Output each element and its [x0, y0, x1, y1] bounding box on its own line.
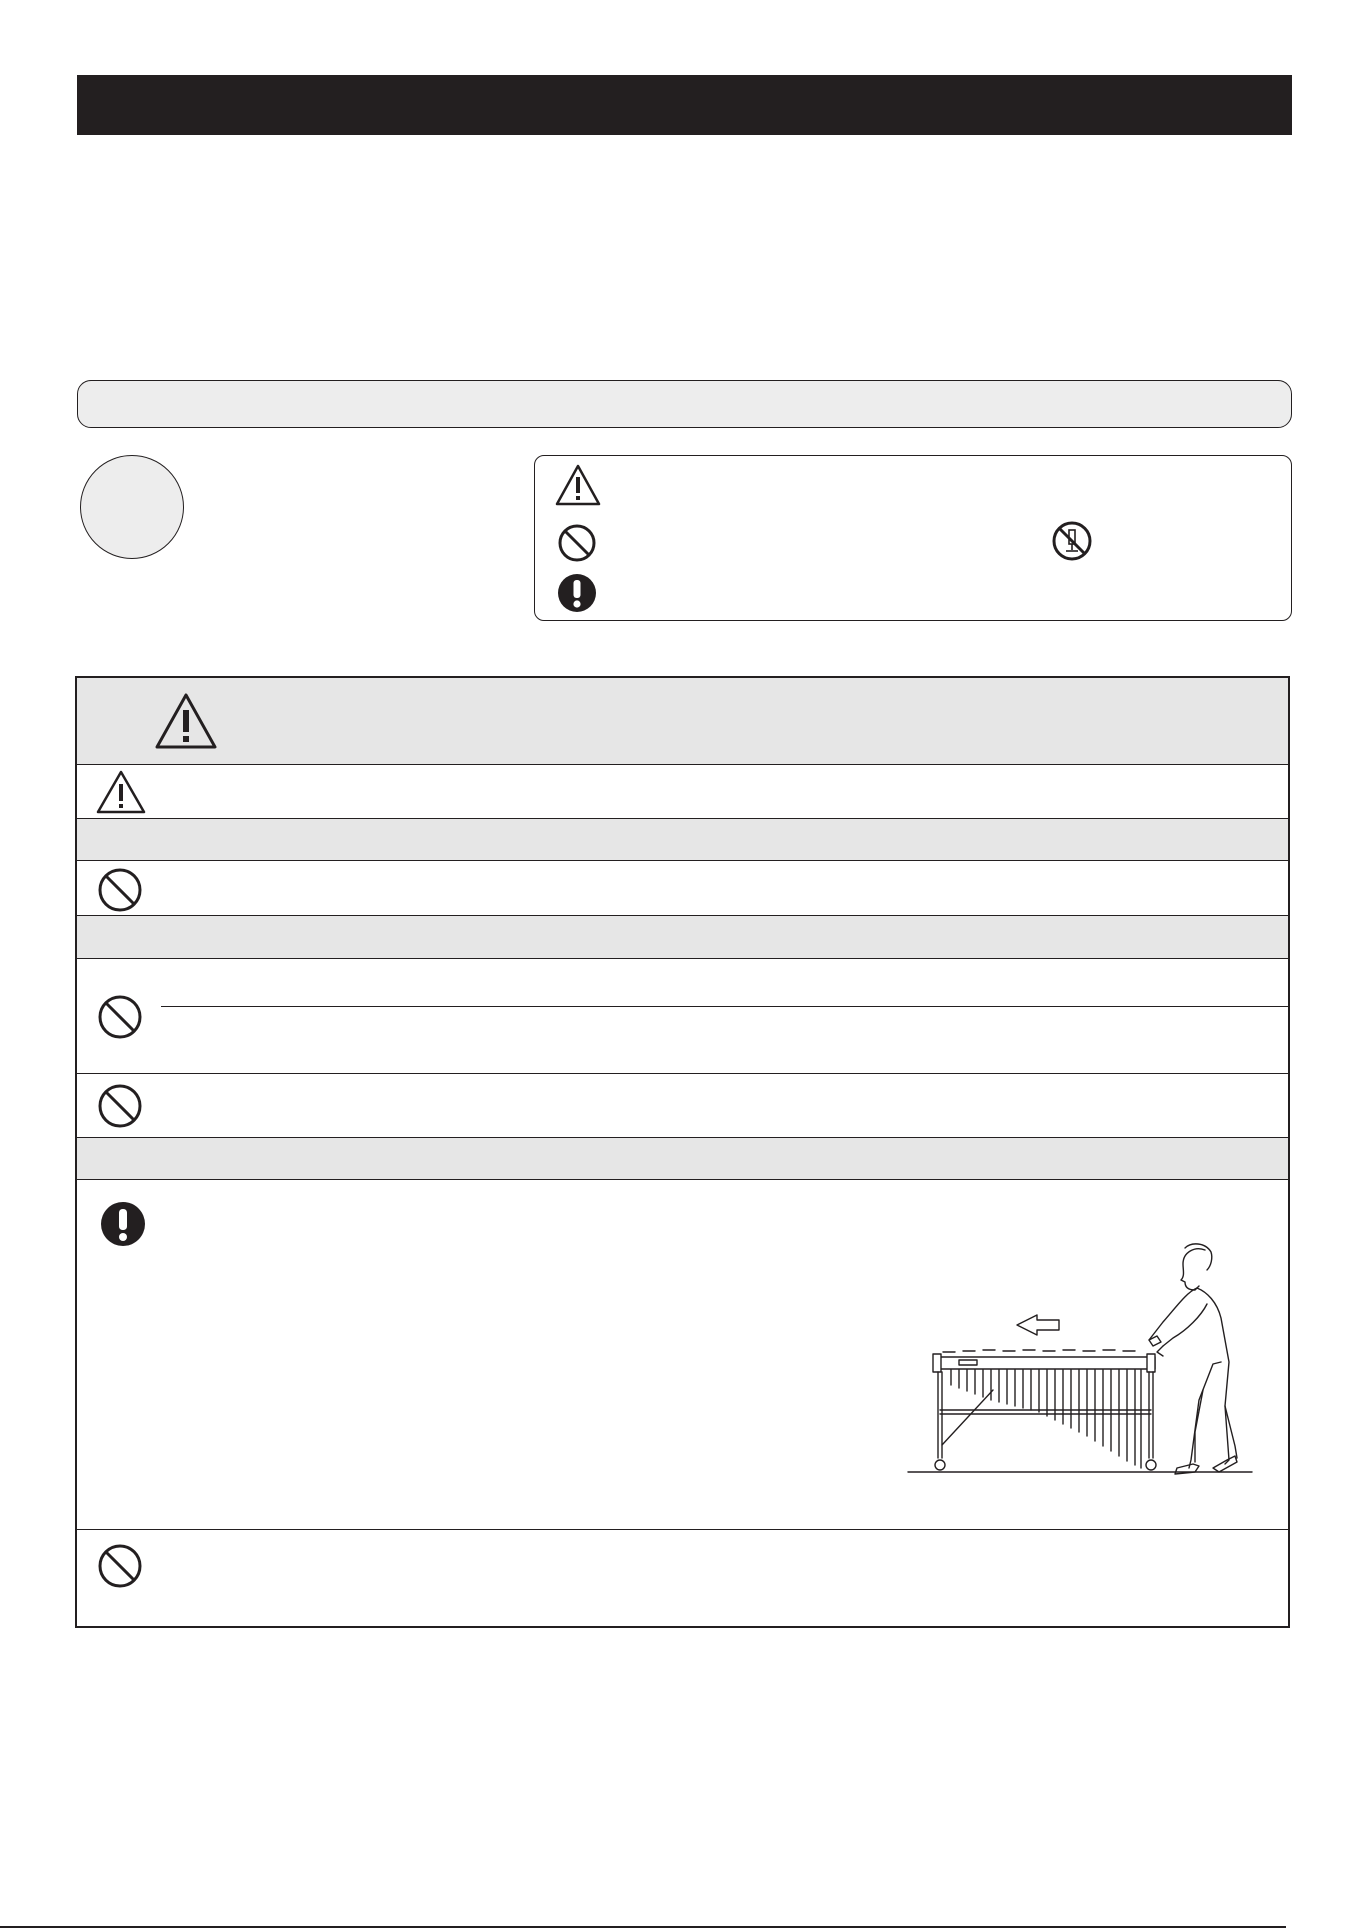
mandatory-exclamation-icon	[557, 573, 597, 613]
section-heading-pill	[77, 380, 1292, 428]
warning-table	[75, 676, 1290, 1628]
table-subheading	[77, 916, 1288, 959]
no-disassembly-icon	[1051, 520, 1093, 562]
warning-table-header	[77, 678, 1288, 765]
warning-triangle-icon	[555, 464, 601, 506]
circle-badge	[80, 455, 184, 559]
title-bar	[77, 75, 1292, 135]
warning-triangle-icon	[95, 769, 147, 815]
prohibition-icon	[97, 994, 143, 1040]
prohibition-icon	[97, 1543, 143, 1589]
table-subheading	[77, 819, 1288, 861]
mandatory-exclamation-icon	[100, 1201, 146, 1247]
symbol-legend-box	[534, 455, 1292, 621]
prohibition-icon	[97, 1083, 143, 1129]
table-subheading	[77, 1138, 1288, 1180]
table-row	[77, 1530, 1288, 1626]
table-row	[77, 861, 1288, 916]
table-row	[77, 1180, 1288, 1530]
row-inner-divider	[161, 1006, 1288, 1007]
warning-triangle-icon	[154, 692, 218, 750]
person-pushing-marimba-illustration	[907, 1240, 1257, 1490]
table-row	[77, 1074, 1288, 1138]
prohibition-icon	[97, 867, 143, 913]
table-row	[77, 959, 1288, 1074]
prohibition-icon	[557, 523, 597, 563]
page-bottom-rule	[0, 1926, 1286, 1928]
table-row	[77, 765, 1288, 819]
